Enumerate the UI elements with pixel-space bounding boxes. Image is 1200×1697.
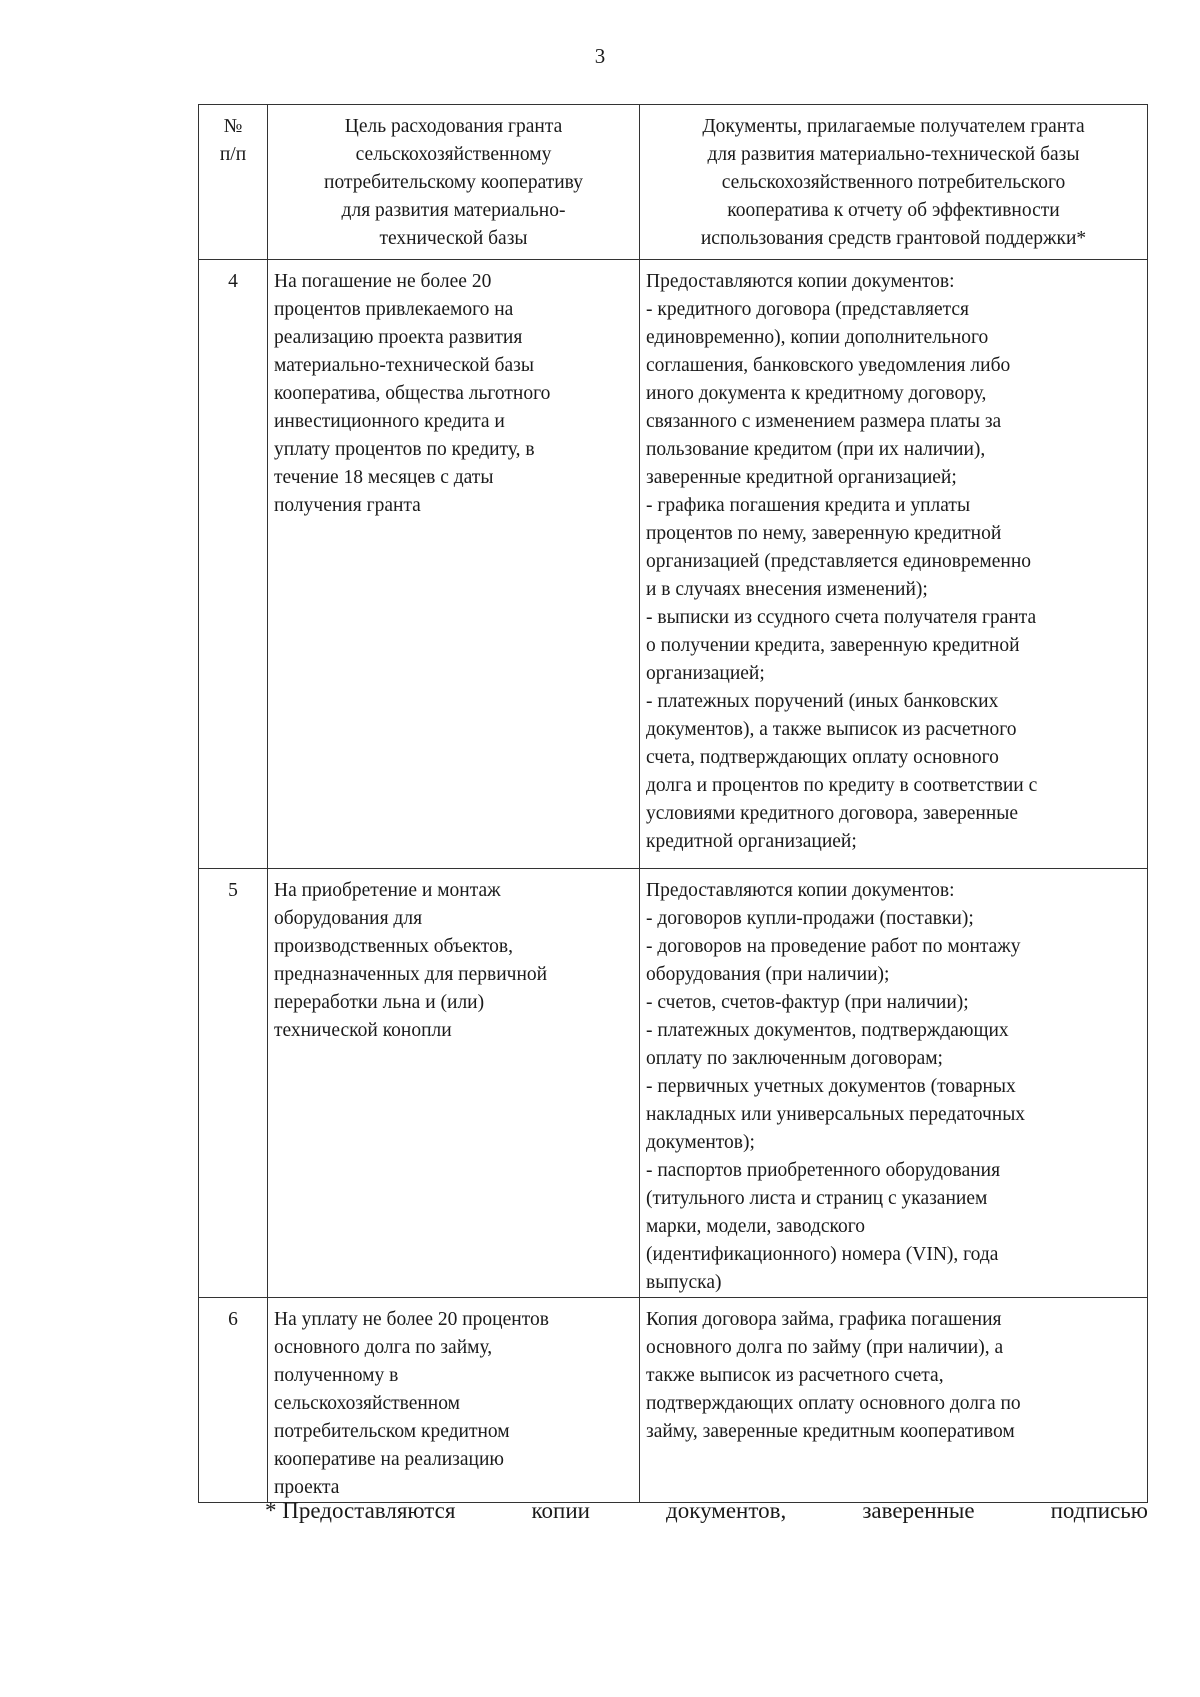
- footnote-word: копии: [531, 1498, 590, 1523]
- table-header-row: [199, 105, 1148, 260]
- table-row: [199, 869, 1148, 1298]
- footnote-word: заверенные: [862, 1498, 975, 1523]
- table-row: [199, 260, 1148, 869]
- header-documents: Документы, прилагаемые получателем гранта для развития материально-технической базы сельскохозяйственного потребительского кооператива к отчету об эффективности использования средств грантовой поддержки*: [640, 105, 1148, 260]
- footnote-word: документов,: [666, 1498, 787, 1523]
- goal-cell: На приобретение и монтаж оборудования для производственных объектов, предназначенных для первичной переработки льна и (или) технической конопли: [268, 869, 640, 1298]
- footnote: [265, 1498, 1148, 1524]
- row-number-cell: 5: [199, 869, 268, 1298]
- table-row: [199, 1298, 1148, 1503]
- documents-cell: Копия договора займа, графика погашения основного долга по займу (при наличии), а также выписок из расчетного счета, подтверждающих оплату основного долга по займу, заверенные кредитным кооперативом: [640, 1298, 1148, 1503]
- row-number-cell: 6: [199, 1298, 268, 1503]
- row-number-cell: 4: [199, 260, 268, 869]
- header-goal: Цель расходования гранта сельскохозяйственному потребительскому кооперативу для развития материально- технической базы: [268, 105, 640, 260]
- goal-cell: На уплату не более 20 процентов основного долга по займу, полученному в сельскохозяйственном потребительском кредитном кооперативе на реализацию проекта: [268, 1298, 640, 1503]
- documents-cell: Предоставляются копии документов: - договоров купли-продажи (поставки); - договоров на проведение работ по монтажу оборудования (при наличии); - счетов, счетов-фактур (при наличии); - платежных документов, подтверждающих оплату по заключенным договорам; - первичных учетных документов (товарных накладных или универсальных передаточных документов); - паспортов приобретенного оборудования (титульного листа и страниц с указанием марки, модели, заводского (идентификационного) номера (VIN), года выпуска): [640, 869, 1148, 1298]
- documents-table: [198, 104, 1148, 1503]
- footnote-word: подписью: [1050, 1498, 1148, 1523]
- documents-cell: Предоставляются копии документов: - кредитного договора (представляется единовременно), копии дополнительного соглашения, банковского уведомления либо иного документа к кредитному договору, связанного с изменением размера платы за пользование кредитом (при их наличии), заверенные кредитной организацией; - графика погашения кредита и уплаты процентов по нему, заверенную кредитной организацией (представляется единовременно и в случаях внесения изменений); - выписки из ссудного счета получателя гранта о получении кредита, заверенную кредитной организацией; - платежных поручений (иных банковских документов), а также выписок из расчетного счета, подтверждающих оплату основного долга и процентов по кредиту в соответствии с условиями кредитного договора, заверенные кредитной организацией;: [640, 260, 1148, 869]
- footnote-word: * Предоставляются: [265, 1498, 456, 1523]
- header-number: № п/п: [199, 105, 268, 260]
- goal-cell: На погашение не более 20 процентов привлекаемого на реализацию проекта развития материально-технической базы кооператива, общества льготного инвестиционного кредита и уплату процентов по кредиту, в течение 18 месяцев с даты получения гранта: [268, 260, 640, 869]
- page-number: 3: [594, 44, 606, 68]
